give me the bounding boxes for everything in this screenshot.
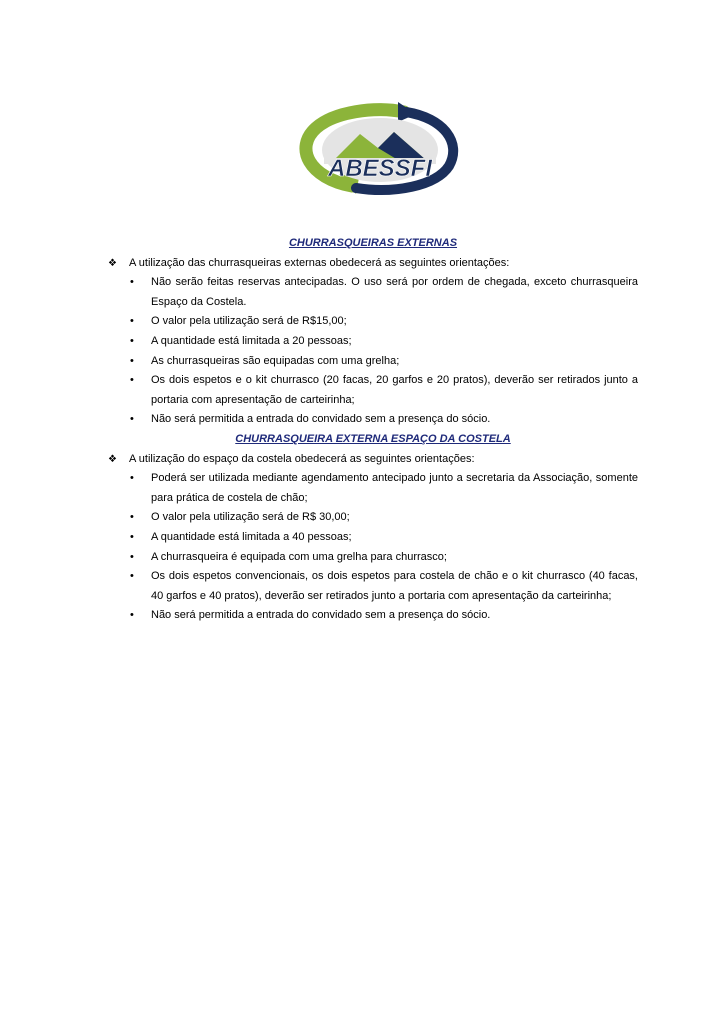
dot-bullet-icon: •: [130, 315, 134, 328]
list-item: • Os dois espetos convencionais, os dois espetos para costela de chão e o kit churrasco (40 facas, 40 garfos e 40 pratos), deverão ser retirados junto a portaria com apresentação da carteirinha;: [108, 567, 638, 606]
list-item: • O valor pela utilização será de R$15,00;: [108, 312, 638, 332]
dot-bullet-icon: •: [130, 550, 134, 563]
list-item: • A churrasqueira é equipada com uma grelha para churrasco;: [108, 548, 638, 568]
bullet-list: [108, 469, 638, 626]
list-item: • Poderá ser utilizada mediante agendamento antecipado junto a secretaria da Associação, somente para prática de costela de chão;: [108, 469, 638, 508]
dot-bullet-icon: •: [130, 472, 134, 485]
document-body: [108, 234, 638, 626]
dot-bullet-icon: •: [130, 374, 134, 387]
section-intro-text: A utilização do espaço da costela obedecerá as seguintes orientações:: [129, 452, 475, 465]
list-item: • Não será permitida a entrada do convidado sem a presença do sócio.: [108, 606, 638, 626]
list-item: • Não serão feitas reservas antecipadas. O uso será por ordem de chegada, exceto churrasqueira Espaço da Costela.: [108, 273, 638, 312]
list-item: • Os dois espetos e o kit churrasco (20 facas, 20 garfos e 20 pratos), deverão ser retirados junto a portaria com apresentação de carteirinha;: [108, 371, 638, 410]
diamond-bullet-icon: ❖: [108, 257, 117, 269]
dot-bullet-icon: •: [130, 276, 134, 289]
logo-text: ABESSFI: [327, 155, 433, 182]
bullet-list: [108, 273, 638, 430]
section-title: CHURRASQUEIRAS EXTERNAS: [288, 237, 458, 249]
diamond-bullet-icon: ❖: [108, 453, 117, 465]
dot-bullet-icon: •: [130, 413, 134, 426]
section-intro: [108, 254, 638, 274]
dot-bullet-icon: •: [130, 354, 134, 367]
dot-bullet-icon: •: [130, 530, 134, 543]
dot-bullet-icon: •: [130, 609, 134, 622]
section-intro-text: A utilização das churrasqueiras externas obedecerá as seguintes orientações:: [129, 256, 510, 269]
section-title: CHURRASQUEIRA EXTERNA ESPAÇO DA COSTELA: [235, 432, 511, 445]
dot-bullet-icon: •: [130, 334, 134, 347]
abessfi-logo: [294, 98, 464, 198]
dot-bullet-icon: •: [130, 570, 134, 583]
section-intro: [108, 450, 638, 470]
list-item: • A quantidade está limitada a 40 pessoas;: [108, 528, 638, 548]
list-item: • O valor pela utilização será de R$ 30,00;: [108, 508, 638, 528]
list-item: • Não será permitida a entrada do convidado sem a presença do sócio.: [108, 410, 638, 430]
logo-graphic-icon: [294, 98, 464, 198]
list-item: • As churrasqueiras são equipadas com uma grelha;: [108, 352, 638, 372]
dot-bullet-icon: •: [130, 511, 134, 524]
list-item: • A quantidade está limitada a 20 pessoas;: [108, 332, 638, 352]
